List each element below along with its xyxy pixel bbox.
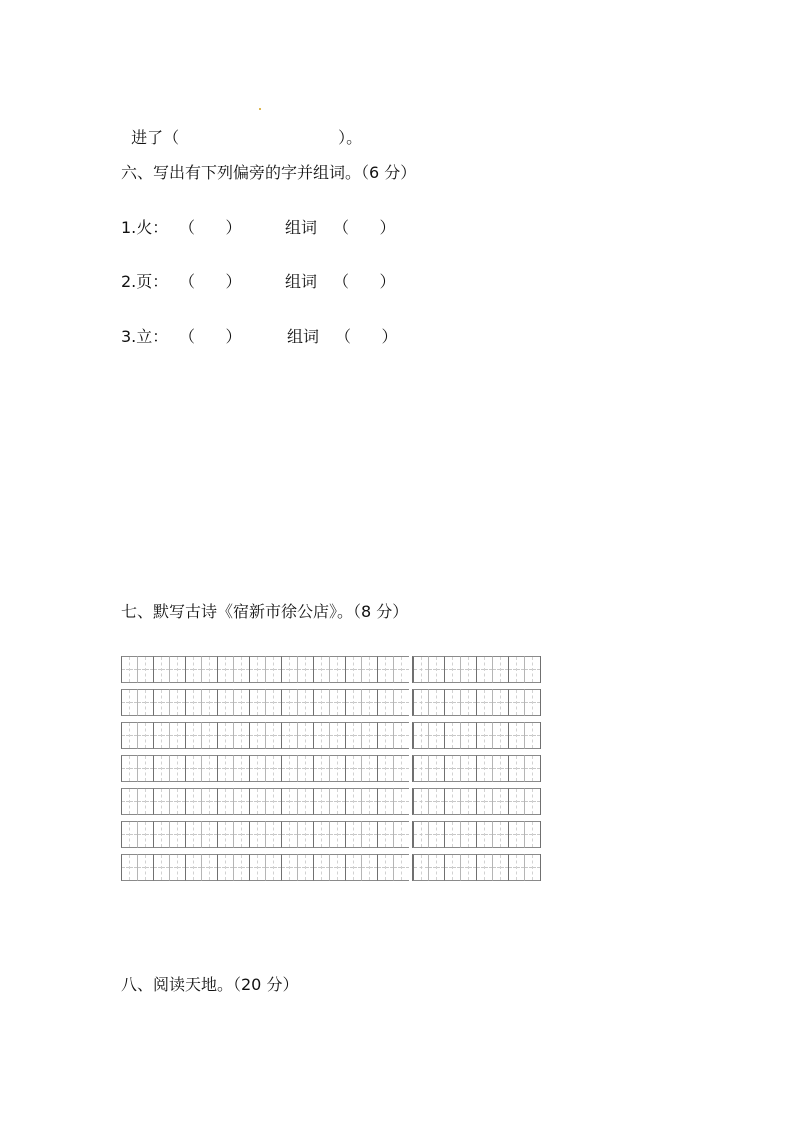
grid-cell[interactable] (233, 854, 249, 881)
grid-cell[interactable] (297, 788, 313, 815)
grid-cell[interactable] (281, 854, 297, 881)
grid-cell[interactable] (265, 689, 281, 716)
grid-cell[interactable] (201, 722, 217, 749)
grid-cell[interactable] (313, 755, 329, 782)
grid-cell[interactable] (345, 755, 361, 782)
grid-cell[interactable] (345, 854, 361, 881)
intro-line (121, 108, 179, 148)
grid-cell[interactable] (153, 854, 169, 881)
grid-cell[interactable] (361, 722, 377, 749)
grid-cell[interactable] (169, 689, 185, 716)
grid-cell[interactable] (444, 854, 460, 881)
grid-cell[interactable] (345, 788, 361, 815)
grid-cell[interactable] (508, 755, 524, 782)
grid-cell[interactable] (412, 722, 428, 749)
grid-cell[interactable] (460, 755, 476, 782)
grid-cell[interactable] (153, 821, 169, 848)
intro-line-end (328, 108, 362, 148)
grid-cell[interactable] (492, 788, 508, 815)
grid-cell[interactable] (153, 656, 169, 683)
item-label: 1.火： (121, 218, 169, 237)
grid-cell[interactable] (460, 821, 476, 848)
grid-cell[interactable] (412, 854, 428, 881)
grid-cell[interactable] (460, 722, 476, 749)
grid-cell[interactable] (313, 788, 329, 815)
grid-cell[interactable] (412, 821, 428, 848)
grid-row (121, 722, 548, 749)
grid-cell[interactable] (524, 656, 540, 683)
grid-cell[interactable] (329, 689, 345, 716)
grid-row (121, 854, 548, 881)
grid-cell[interactable] (476, 821, 492, 848)
grid-cell[interactable] (508, 821, 524, 848)
grid-cell[interactable] (169, 722, 185, 749)
grid-cell[interactable] (185, 656, 201, 683)
grid-cell[interactable] (217, 689, 233, 716)
grid-cell[interactable] (428, 755, 444, 782)
grid-cell[interactable] (476, 656, 492, 683)
grid-cell[interactable] (169, 854, 185, 881)
grid-cell[interactable] (345, 689, 361, 716)
grid-cell[interactable] (460, 689, 476, 716)
grid-cell[interactable] (329, 755, 345, 782)
section6-item-3 (121, 327, 421, 347)
grid-cell[interactable] (444, 656, 460, 683)
decorative-dot (259, 108, 261, 110)
grid-cell[interactable] (393, 755, 409, 782)
grid-cell[interactable] (412, 689, 428, 716)
grid-cell[interactable] (393, 722, 409, 749)
grid-cell[interactable] (297, 854, 313, 881)
grid-cell[interactable] (361, 656, 377, 683)
grid-cell[interactable] (249, 788, 265, 815)
section6-heading: 六、写出有下列偏旁的字并组词。（6 分） (121, 163, 417, 182)
grid-cell[interactable] (377, 689, 393, 716)
grid-cell[interactable] (428, 656, 444, 683)
word-label: 组词 (287, 327, 320, 346)
char-blank[interactable]: （ ） (179, 327, 242, 346)
grid-cell[interactable] (492, 821, 508, 848)
grid-cell[interactable] (201, 689, 217, 716)
grid-cell[interactable] (169, 821, 185, 848)
grid-cell[interactable] (281, 689, 297, 716)
grid-cell[interactable] (121, 656, 137, 683)
grid-cell[interactable] (428, 854, 444, 881)
word-label: 组词 (285, 272, 318, 291)
char-blank[interactable]: （ ） (179, 218, 242, 237)
grid-cell[interactable] (476, 722, 492, 749)
grid-cell[interactable] (492, 689, 508, 716)
grid-cell[interactable] (313, 656, 329, 683)
grid-cell[interactable] (153, 689, 169, 716)
grid-cell[interactable] (460, 788, 476, 815)
grid-cell[interactable] (185, 821, 201, 848)
grid-cell[interactable] (249, 689, 265, 716)
grid-row (121, 689, 548, 716)
grid-cell[interactable] (444, 821, 460, 848)
grid-cell[interactable] (185, 722, 201, 749)
grid-cell[interactable] (217, 821, 233, 848)
section8-heading: 八、阅读天地。（20 分） (121, 975, 299, 994)
grid-cell[interactable] (217, 755, 233, 782)
grid-cell[interactable] (508, 854, 524, 881)
grid-cell[interactable] (428, 722, 444, 749)
grid-cell[interactable] (524, 788, 540, 815)
grid-cell[interactable] (428, 821, 444, 848)
grid-cell[interactable] (476, 788, 492, 815)
grid-cell[interactable] (121, 722, 137, 749)
grid-row-end (540, 689, 541, 716)
grid-cell[interactable] (444, 755, 460, 782)
grid-cell[interactable] (460, 854, 476, 881)
grid-cell[interactable] (492, 854, 508, 881)
grid-cell[interactable] (313, 722, 329, 749)
grid-cell[interactable] (201, 788, 217, 815)
grid-cell[interactable] (297, 689, 313, 716)
grid-cell[interactable] (201, 854, 217, 881)
grid-cell[interactable] (492, 755, 508, 782)
section6-item-1 (121, 218, 421, 238)
grid-cell[interactable] (281, 788, 297, 815)
grid-cell[interactable] (508, 722, 524, 749)
grid-cell[interactable] (281, 755, 297, 782)
grid-cell[interactable] (361, 821, 377, 848)
grid-cell[interactable] (329, 722, 345, 749)
word-blank[interactable]: （ ） (333, 218, 396, 237)
grid-cell[interactable] (393, 788, 409, 815)
grid-cell[interactable] (249, 821, 265, 848)
grid-row-end (540, 755, 541, 782)
grid-cell[interactable] (444, 788, 460, 815)
grid-cell[interactable] (377, 788, 393, 815)
intro-text-after: ）。 (338, 128, 363, 147)
grid-cell[interactable] (412, 788, 428, 815)
grid-cell[interactable] (377, 722, 393, 749)
grid-cell[interactable] (460, 656, 476, 683)
grid-cell[interactable] (492, 656, 508, 683)
item-label: 3.立： (121, 327, 169, 346)
grid-cell[interactable] (137, 722, 153, 749)
grid-cell[interactable] (281, 656, 297, 683)
grid-cell[interactable] (121, 788, 137, 815)
grid-cell[interactable] (185, 854, 201, 881)
grid-cell[interactable] (476, 755, 492, 782)
grid-cell[interactable] (201, 656, 217, 683)
grid-cell[interactable] (137, 788, 153, 815)
grid-cell[interactable] (121, 854, 137, 881)
grid-cell[interactable] (137, 689, 153, 716)
grid-cell[interactable] (153, 722, 169, 749)
grid-cell[interactable] (524, 722, 540, 749)
grid-cell[interactable] (233, 821, 249, 848)
grid-cell[interactable] (345, 656, 361, 683)
grid-cell[interactable] (492, 722, 508, 749)
grid-cell[interactable] (265, 656, 281, 683)
word-blank[interactable]: （ ） (335, 327, 398, 346)
grid-cell[interactable] (345, 821, 361, 848)
grid-cell[interactable] (313, 689, 329, 716)
grid-cell[interactable] (249, 755, 265, 782)
grid-row-end (540, 821, 541, 848)
grid-cell[interactable] (153, 788, 169, 815)
grid-cell[interactable] (313, 821, 329, 848)
grid-cell[interactable] (345, 722, 361, 749)
grid-cell[interactable] (393, 689, 409, 716)
grid-cell[interactable] (476, 854, 492, 881)
grid-cell[interactable] (393, 854, 409, 881)
grid-cell[interactable] (185, 788, 201, 815)
grid-cell[interactable] (217, 656, 233, 683)
grid-cell[interactable] (377, 821, 393, 848)
grid-cell[interactable] (217, 722, 233, 749)
grid-cell[interactable] (169, 755, 185, 782)
grid-cell[interactable] (169, 788, 185, 815)
intro-text-before: 进了（ (131, 128, 180, 147)
char-blank[interactable]: （ ） (179, 272, 242, 291)
grid-cell[interactable] (169, 656, 185, 683)
grid-cell[interactable] (265, 755, 281, 782)
grid-cell[interactable] (361, 755, 377, 782)
grid-cell[interactable] (233, 689, 249, 716)
grid-cell[interactable] (377, 656, 393, 683)
grid-cell[interactable] (137, 755, 153, 782)
writing-grid[interactable] (121, 656, 548, 884)
word-label: 组词 (285, 218, 318, 237)
grid-row (121, 821, 548, 848)
grid-cell[interactable] (185, 689, 201, 716)
grid-cell[interactable] (201, 821, 217, 848)
grid-cell[interactable] (508, 689, 524, 716)
grid-cell[interactable] (524, 854, 540, 881)
grid-cell[interactable] (377, 755, 393, 782)
grid-row (121, 656, 548, 683)
grid-cell[interactable] (508, 788, 524, 815)
grid-cell[interactable] (377, 854, 393, 881)
grid-cell[interactable] (524, 755, 540, 782)
grid-row-end (540, 854, 541, 881)
grid-cell[interactable] (233, 755, 249, 782)
grid-cell[interactable] (428, 689, 444, 716)
grid-cell[interactable] (281, 722, 297, 749)
grid-cell[interactable] (524, 821, 540, 848)
grid-cell[interactable] (412, 755, 428, 782)
grid-cell[interactable] (476, 689, 492, 716)
grid-cell[interactable] (137, 656, 153, 683)
grid-cell[interactable] (249, 656, 265, 683)
grid-cell[interactable] (393, 656, 409, 683)
grid-cell[interactable] (233, 788, 249, 815)
grid-cell[interactable] (233, 656, 249, 683)
grid-cell[interactable] (361, 854, 377, 881)
grid-cell[interactable] (137, 821, 153, 848)
grid-cell[interactable] (185, 755, 201, 782)
grid-cell[interactable] (249, 854, 265, 881)
item-label: 2.页： (121, 272, 169, 291)
grid-cell[interactable] (393, 821, 409, 848)
grid-cell[interactable] (281, 821, 297, 848)
grid-cell[interactable] (444, 689, 460, 716)
grid-cell[interactable] (361, 689, 377, 716)
grid-cell[interactable] (265, 788, 281, 815)
grid-cell[interactable] (201, 755, 217, 782)
grid-cell[interactable] (297, 722, 313, 749)
grid-cell[interactable] (361, 788, 377, 815)
grid-cell[interactable] (121, 821, 137, 848)
grid-cell[interactable] (428, 788, 444, 815)
grid-cell[interactable] (217, 788, 233, 815)
grid-cell[interactable] (329, 656, 345, 683)
grid-cell[interactable] (412, 656, 428, 683)
grid-cell[interactable] (121, 689, 137, 716)
grid-cell[interactable] (297, 821, 313, 848)
grid-cell[interactable] (508, 656, 524, 683)
section6-item-2 (121, 272, 421, 292)
section7-heading: 七、默写古诗《宿新市徐公店》。（8 分） (121, 602, 409, 621)
grid-cell[interactable] (329, 821, 345, 848)
word-blank[interactable]: （ ） (333, 272, 396, 291)
grid-cell[interactable] (265, 854, 281, 881)
grid-cell[interactable] (137, 854, 153, 881)
grid-cell[interactable] (265, 722, 281, 749)
grid-cell[interactable] (297, 755, 313, 782)
grid-cell[interactable] (444, 722, 460, 749)
grid-row-end (540, 788, 541, 815)
grid-row-end (540, 722, 541, 749)
grid-row (121, 755, 548, 782)
grid-row-end (540, 656, 541, 683)
grid-row (121, 788, 548, 815)
grid-cell[interactable] (249, 722, 265, 749)
grid-cell[interactable] (524, 689, 540, 716)
grid-cell[interactable] (329, 854, 345, 881)
grid-cell[interactable] (121, 755, 137, 782)
grid-cell[interactable] (217, 854, 233, 881)
grid-cell[interactable] (233, 722, 249, 749)
grid-cell[interactable] (313, 854, 329, 881)
grid-cell[interactable] (153, 755, 169, 782)
grid-cell[interactable] (265, 821, 281, 848)
grid-cell[interactable] (297, 656, 313, 683)
grid-cell[interactable] (329, 788, 345, 815)
